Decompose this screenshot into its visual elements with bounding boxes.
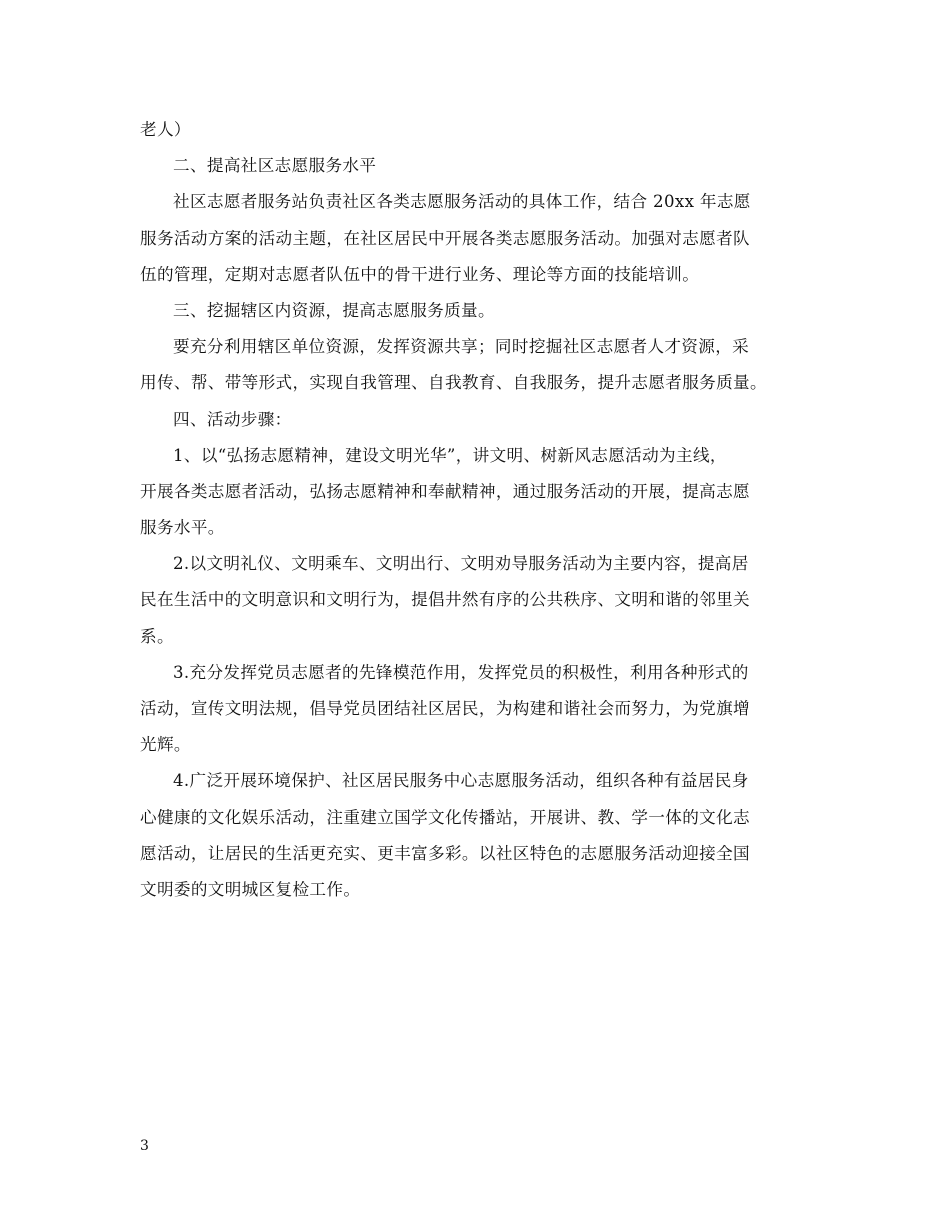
text-line: 用传、帮、带等形式，实现自我管理、自我教育、自我服务，提升志愿者服务质量。: [140, 373, 767, 393]
text-line: 老人）: [140, 120, 191, 139]
text-line: 2.以文明礼仪、文明乘车、文明出行、文明劝导服务活动为主要内容，提高居: [173, 554, 749, 574]
text-line: 三、挖掘辖区内资源，提高志愿服务质量。: [173, 300, 495, 320]
text-line: 3.充分发挥党员志愿者的先锋模范作用，发挥党员的积极性，利用各种形式的: [173, 662, 749, 682]
text-line: 伍的管理，定期对志愿者队伍中的骨干进行业务、理论等方面的技能培训。: [140, 264, 700, 284]
text-line: 要充分利用辖区单位资源，发挥资源共享；同时挖掘社区志愿者人才资源，采: [173, 337, 750, 357]
text-line: 四、活动步骤：: [173, 409, 292, 429]
page-number: 3: [140, 1138, 149, 1154]
text-line: 服务水平。: [140, 518, 225, 538]
text-line: 民在生活中的文明意识和文明行为，提倡井然有序的公共秩序、文明和谐的邻里关: [140, 590, 750, 610]
text-line: 文明委的文明城区复检工作。: [140, 879, 361, 899]
text-line: 活动，宣传文明法规，倡导党员团结社区居民，为构建和谐社会而努力，为党旗增: [140, 699, 750, 718]
text-line: 开展各类志愿者活动，弘扬志愿精神和奉献精神，通过服务活动的开展，提高志愿: [140, 481, 750, 501]
document-body: [140, 112, 812, 908]
text-line: 心健康的文化娱乐活动，注重建立国学文化传播站，开展讲、教、学一体的文化志: [140, 807, 750, 827]
text-line: 4.广泛开展环境保护、社区居民服务中心志愿服务活动，组织各种有益居民身: [173, 771, 749, 791]
text-line: 光辉。: [140, 735, 191, 755]
text-line: 系。: [140, 626, 174, 646]
text-line: 服务活动方案的活动主题，在社区居民中开展各类志愿服务活动。加强对志愿者队: [140, 228, 750, 248]
text-line: 1、以“弘扬志愿精神，建设文明光华”，讲文明、树新风志愿活动为主线，: [173, 445, 727, 465]
text-line: 二、提高社区志愿服务水平: [173, 156, 377, 176]
text-line: 社区志愿者服务站负责社区各类志愿服务活动的具体工作，结合 20xx 年志愿: [173, 192, 751, 212]
text-line: 愿活动，让居民的生活更充实、更丰富多彩。以社区特色的志愿服务活动迎接全国: [140, 843, 750, 863]
